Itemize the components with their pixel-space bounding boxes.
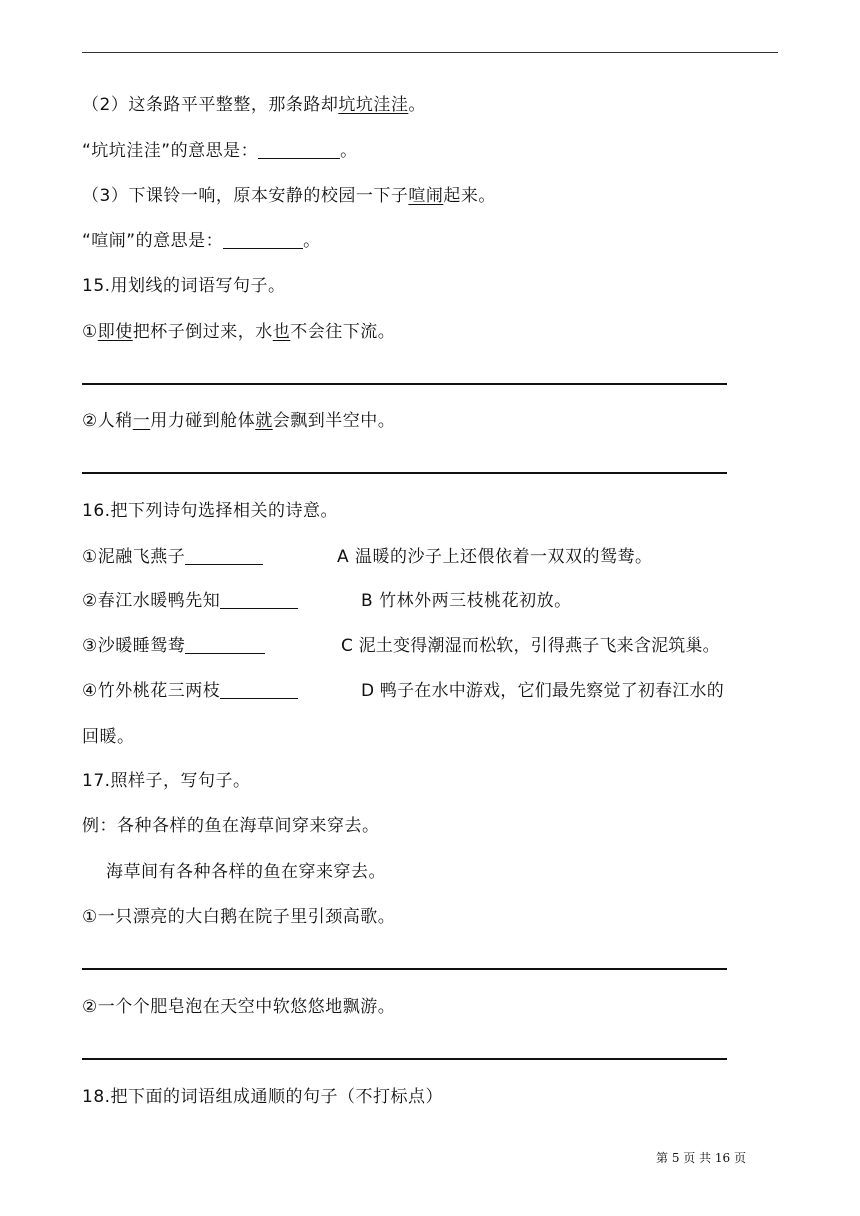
q14-meaning-3 (82, 229, 321, 253)
q17-example-2: 海草间有各种各样的鱼在穿来穿去。 (106, 862, 386, 882)
q15-s1-number: ① (82, 322, 98, 342)
q15-s2-underlined-1: 一 (132, 411, 151, 431)
q14-item-2-text: （2）这条路平平整整，那条路却 (82, 95, 339, 115)
q15-s2-number: ② (82, 411, 98, 431)
q14-item-2-tail: 。 (408, 95, 426, 115)
q14-item-3-text: （3）下课铃一响，原本安静的校园一下子 (82, 186, 409, 206)
q16-option-d-wrap: 回暖。 (82, 727, 135, 747)
q16-poem-line-2 (82, 589, 298, 613)
q16-option-c: C 泥土变得潮湿而松软，引得燕子飞来含泥筑巢。 (341, 636, 720, 656)
q14-item-3-underlined-word: 喧闹 (408, 186, 444, 206)
q16-option-d: D 鸭子在水中游戏，它们最先察觉了初春江水的 (361, 681, 724, 701)
q16-title: 16.把下列诗句选择相关的诗意。 (82, 501, 339, 521)
q15-s2-text: 人稍 (97, 411, 133, 431)
q15-s1-underlined-2: 也 (272, 322, 291, 342)
q16-poem-line-1 (82, 545, 263, 569)
answer-blank[interactable] (185, 635, 265, 654)
header-rule (82, 52, 778, 53)
q14-meaning-2-tail: 。 (340, 141, 358, 161)
q14-item-2 (82, 93, 426, 117)
q16-poem-line-3 (82, 634, 265, 658)
q17-sentence-2: ②一个个肥皂泡在天空中软悠悠地飘游。 (82, 997, 396, 1017)
q17-example-1: 例：各种各样的鱼在海草间穿来穿去。 (82, 816, 380, 836)
q16-poem-1: ①泥融飞燕子 (82, 547, 186, 567)
page-footer: 第 5 页 共 16 页 (656, 1151, 746, 1165)
q14-item-2-underlined-word: 坑坑洼洼 (338, 95, 409, 115)
q15-s2-tail: 会飘到半空中。 (272, 411, 396, 431)
q16-poem-4: ④竹外桃花三两枝 (82, 681, 221, 701)
q15-s1-text: 把杯子倒过来，水 (132, 322, 273, 342)
q17-title: 17.照样子，写句子。 (82, 771, 251, 791)
q16-poem-2: ②春江水暖鸭先知 (82, 591, 221, 611)
answer-blank[interactable] (258, 140, 340, 159)
q15-sentence-1 (82, 320, 395, 344)
q17-sentence-1: ①一只漂亮的大白鹅在院子里引颈高歌。 (82, 907, 396, 927)
answer-blank[interactable] (220, 590, 298, 609)
q14-item-3-tail: 起来。 (443, 186, 496, 206)
q14-meaning-2 (82, 139, 358, 163)
q14-meaning-3-tail: 。 (303, 231, 321, 251)
q15-s1-tail: 不会往下流。 (290, 322, 396, 342)
answer-blank[interactable] (223, 230, 303, 249)
q16-poem-3: ③沙暖睡鸳鸯 (82, 636, 186, 656)
q18-title: 18.把下面的词语组成通顺的句子（不打标点） (82, 1087, 444, 1107)
q16-option-a: A 温暖的沙子上还偎依着一双双的鸳鸯。 (337, 547, 653, 567)
q14-meaning-2-prompt: “坑坑洼洼”的意思是： (82, 141, 259, 161)
q14-item-3 (82, 184, 496, 208)
q14-meaning-3-prompt: “喧闹”的意思是： (82, 231, 224, 251)
q15-sentence-2 (82, 409, 395, 433)
answer-blank[interactable] (185, 546, 263, 565)
q15-s1-underlined-1: 即使 (97, 322, 133, 342)
answer-line[interactable] (82, 472, 727, 474)
answer-line[interactable] (82, 1058, 727, 1060)
answer-line[interactable] (82, 968, 727, 970)
q15-s2-underlined-2: 就 (255, 411, 273, 431)
answer-line[interactable] (82, 383, 727, 385)
q15-title: 15.用划线的词语写句子。 (82, 276, 286, 296)
q16-poem-line-4 (82, 679, 298, 703)
q16-option-b: B 竹林外两三枝桃花初放。 (361, 591, 572, 611)
q15-s2-middle: 用力碰到舱体 (150, 411, 256, 431)
answer-blank[interactable] (220, 680, 298, 699)
